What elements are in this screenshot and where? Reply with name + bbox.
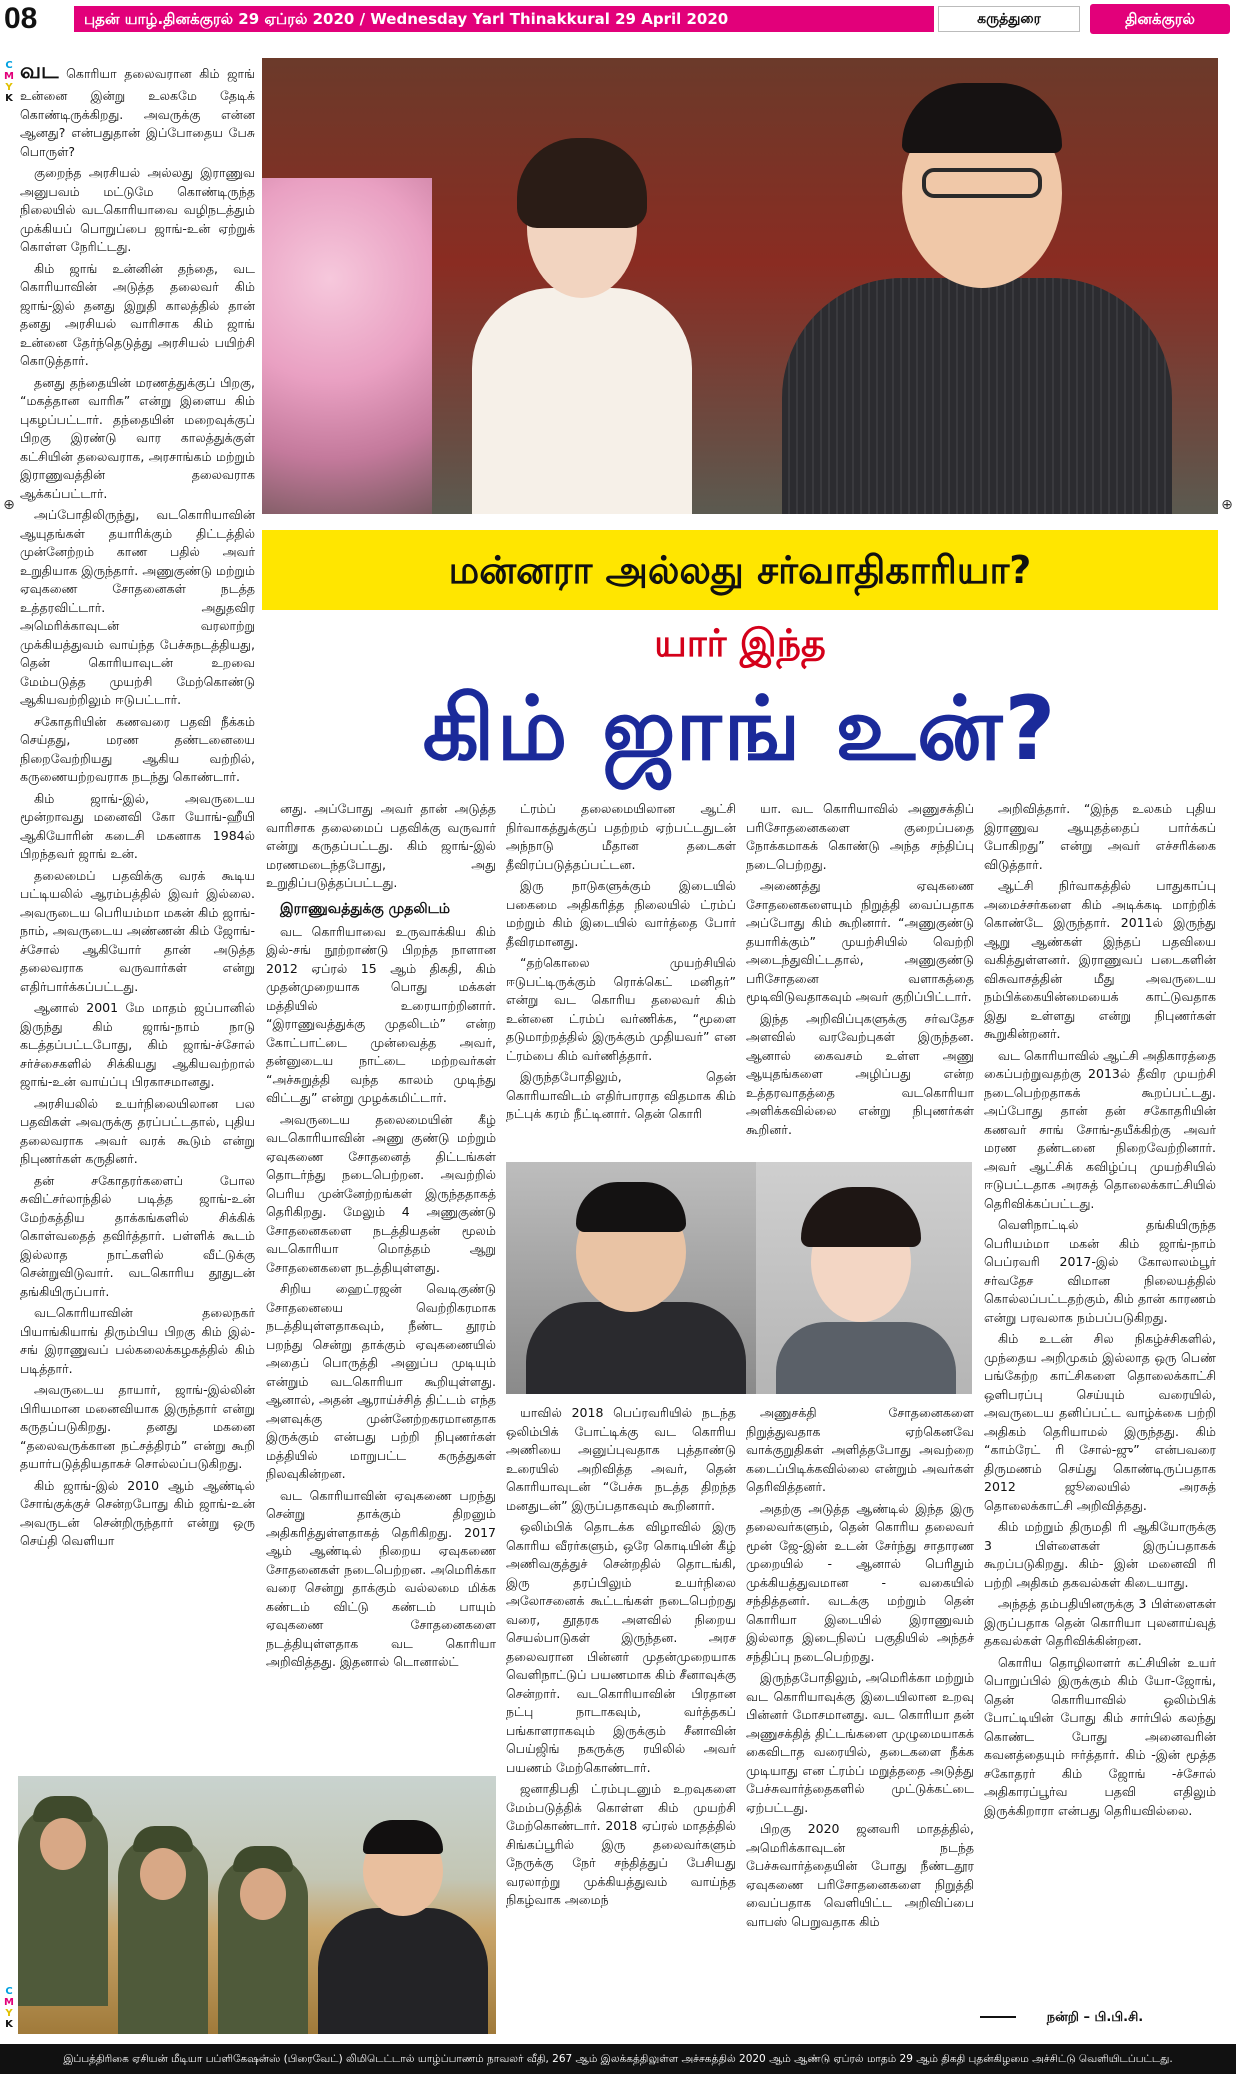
paragraph: கிம் ஜாங் உன்னின் தந்தை, வட கொரியாவின் அடுத்த தலைவர் கிம் ஜாங்-இல் தனது இறுதி காலத்தில் தான் தனது அரசியல் வாரிசாக கிம் ஜாங் உன்னை தேர்ந்தெடுத்து அரசியல் பயிற்சி கொடுத்தார். [20,260,255,368]
paragraph: கிம் ஜாங்-இல், அவருடைய மூன்றாவது மனைவி கோ யோங்-ஹீயி ஆகியோரின் கடைசி மகனாக 1984ல் பிறந்தவர் ஜாங் உன். [20,790,255,861]
paragraph: வெளிநாட்டில் தங்கியிருந்த பெரியம்மா மகன் கிம் ஜாங்-நாம் பெப்ரவரி 2017-இல் கோலாலம்பூர் சர்வதேச விமான நிலையத்தில் கொல்லப்பட்டதற்கும், கிம் தான் காரணம் என்று பரவலாக நம்பப்படுகிறது. [984,1217,1216,1325]
paragraph: தன் சகோதரர்களைப் போல சுவிட்சர்லாந்தில் படித்த ஜாங்-உன் மேற்கத்திய தாக்கங்களில் சிக்கிக் கொள்வதைத் தவிர்த்தார். பள்ளிக் கூடம் இல்லாத நாட்களில் வீட்டுக்கு சென்றுவிடுவார். வடகொரிய தூதுடன் தங்கியிருப்பார். [20,1172,255,1299]
article-column-4-bottom [746,1404,974,2004]
paragraph: கிம் ஜாங்-இல் 2010 ஆம் ஆண்டில் சோங்குக்குச் சென்றபோது கிம் ஜாங்-உன் அவருடன் சென்றிருந்தார் என்று ஒரு செய்தி வெளியா [20,1477,255,1548]
cmyk-c: C [5,1986,13,1997]
subheading: இராணுவத்துக்கு முதலிடம் [280,900,450,917]
cmyk-m: M [4,71,14,82]
woman-figure [756,1162,972,1394]
paragraph: இந்த அறிவிப்புகளுக்கு சர்வதேச அளவில் வரவேற்புகள் இருந்தன. ஆனால் கைவசம் உள்ள அணு ஆயுதங்களை அழிப்பது என்ற உத்தரவாதத்தை வடகொரியா அளிக்கவில்லை என்று நிபுணர்கள் கூறினர். [746,1010,974,1137]
officer-figure [118,1836,208,2034]
cmyk-y: Y [5,82,13,93]
headline-sub: யார் இந்த [654,621,826,665]
leader-figure [762,58,1192,514]
paragraph: தலைமைப் பதவிக்கு வரக் கூடிய பட்டியலில் ஆரம்பத்தில் இவர் இல்லை. அவருடைய பெரியம்மா மகன் கிம் ஜாங்-நாம், அவருடைய அண்ணன் கிம் ஜோங்-ச்சோல் ஆகியோர் தான் அடுத்த தலைவராக வருவார்கள் என்று எதிர்பார்க்கப்பட்டது. [20,867,255,994]
paragraph: வடகொரியாவின் தலைநகர் பியாங்கியாங் திரும்பிய பிறகு கிம் இல்-சங் இராணுவப் பல்கலைக்கழகத்தில் கிம் படித்தார். [20,1305,255,1376]
paragraph: இருந்தபோதிலும், அமெரிக்கா மற்றும் வட கொரியாவுக்கு இடையிலான உறவு பின்னர் மோசமானது. வட கொரியா தன் அணுசக்தித் திட்டங்களை முழுமையாகக் கைவிடாத வரையில், தடைகளை நீக்க முடியாது என ட்ரம்ப் மறுத்ததை அடுத்து பேச்சுவார்த்தைகளில் முட்டுக்கட்டை ஏற்பட்டது. [746,1670,974,1815]
cmyk-m: M [4,1997,14,2008]
blossom-tree [262,178,432,514]
paragraph: சகோதரியின் கணவரை பதவி நீக்கம் செய்தது, மரண தண்டனையை நிறைவேற்றியது ஆகிய வற்றில், கருணையற்றவராக நடந்து கொண்டார். [20,713,255,784]
paragraph: “தற்கொலை முயற்சியில் ஈடுபட்டிருக்கும் ரொக்கெட் மனிதர்” என்று வட கொரிய தலைவர் கிம் உன்னை ட்ரம்ப் வர்ணிக்க, “மூளை தடுமாற்றத்தில் இருக்கும் முதியவர்” என ட்ரம்பை கிம் வர்ணித்தார். [506,955,736,1063]
imprint-footer: இப்பத்திரிகை ஏசியன் மீடியா பப்ளிகேஷன்ஸ் (பிரைவேட்) லிமிடெட்டால் யாழ்ப்பாணம் நாவலர் வீதி, 267 ஆம் இலக்கத்திலுள்ள அச்சகத்தில் 2020 ஆம் ஆண்டு ஏப்ரல் மாதம் 29 ஆம் திகதி புதன்கிழமை அச்சிட்டு வெளியிடப்பட்டது. [0,2044,1236,2074]
officer-figure [18,1806,108,2006]
headline-main: கிம் ஜாங் உன்? [422,677,1058,780]
paragraph: கிம் மற்றும் திருமதி ரி ஆகியோருக்கு 3 பிள்ளைகள் இருப்பதாகக் கூறப்படுகிறது. கிம்- இன் மனைவி ரி பற்றி அதிகம் தகவல்கள் கிடையாது. [984,1519,1216,1590]
paragraph: அணைத்து ஏவுகணை சோதனைகளையும் நிறுத்தி வைப்பதாக அப்போது கிம் கூறினார். “அணுகுண்டு தயாரிக்கும்” முயற்சியில் வெற்றி அடைந்துவிட்டதால், அணுகுண்டு பரிசோதனை வளாகத்தை மூடிவிடுவதாகவும் அவர் குறிப்பிட்டார். [746,878,974,1004]
newspaper-logo: தினக்குரல் [1090,4,1230,34]
paragraph: ஆட்சி நிர்வாகத்தில் பாதுகாப்பு அமைச்சர்களை கிம் அடிக்கடி மாற்றிக் கொண்டே இருந்தார். 2011ல் இருந்து ஆறு ஆண்கள் இந்தப் பதவியை வகித்துள்ளனர். இராணுவப் படைகளின் விசுவாசத்தின் மீது அவருடைய நம்பிக்கையின்மையைக் காட்டுவதாக இது உள்ளது என்று நிபுணர்கள் கூறுகின்றனர். [984,878,1216,1041]
article-column-2 [266,800,496,1765]
paragraph: தனது தந்தையின் மரணத்துக்குப் பிறகு, “மகத்தான வாரிசு” என்று இளைய கிம் புகழப்பட்டார். தந்தையின் மறைவுக்குப் பிறகு இரண்டு வார காலத்துக்குள் கட்சியின் தலைவராக, அரசாங்கம் மற்றும் இராணுவத்தின் தலைவராக ஆக்கப்பட்டார். [20,374,255,501]
paragraph: அப்போதிலிருந்து, வடகொரியாவின் ஆயுதங்கள் தயாரிக்கும் திட்டத்தில் முன்னேற்றம் காண பதில் அவர் உறுதியாக இருந்தார். அணுகுண்டு மற்றும் ஏவுகணை சோதனைகள் நடத்த உத்தரவிட்டார். அதுதவிர அமெரிக்காவுடன் வரலாற்று முக்கியத்துவம் வாய்ந்த பேச்சுநடத்தியது, தென் கொரியாவுடன் உறவை மேம்படுத்த முயற்சி மேற்கொண்டு ஆகியவற்றிலும் ஈடுபட்டார். [20,507,255,707]
headline-band: மன்னரா அல்லது சர்வாதிகாரியா? [262,530,1218,610]
couple-photo [262,58,1218,514]
leader-figure [318,1826,488,2034]
cmyk-k: K [5,2019,13,2030]
paragraph: அவருடைய தாயார், ஜாங்-இல்லின் பிரியமான மனைவியாக இருந்தார் என்று கருதப்படுகிறது. தனது மகனை “தலைவருக்கான நட்சத்திரம்” என்று கூறி தயார்படுத்தியதாகச் சொல்லப்படுகிறது. [20,1382,255,1471]
paragraph: கிம் உடன் சில நிகழ்ச்சிகளில், முந்தைய அறிமுகம் இல்லாத ஒரு பெண் பங்கேற்ற காட்சிகளை தொலைக்காட்சி ஒளிபரப்பு செய்யும் வரையில், அவருடைய தனிப்பட்ட வாழ்க்கை பற்றி அதிகம் தெரியாமல் இருந்தது. கிம் “காம்ரேட் ரி சோல்-ஜு” என்பவரை திருமணம் செய்து கொண்டிருப்பதாக 2012 ஜூலையில் அரசுத் தொலைக்காட்சி அறிவித்தது. [984,1331,1216,1513]
article-column-3-bottom [506,1404,736,2004]
paragraph: அணுசக்தி சோதனைகளை நிறுத்துவதாக ஏற்கெனவே வாக்குறுதிகள் அளித்தபோது அவற்றை கடைப்பிடிக்கவில்லை என்றும் அவர்கள் தெரிவித்தனர். [746,1405,974,1494]
paragraph: பிறகு 2020 ஜனவரி மாதத்தில், அமெரிக்காவுடன் நடந்த பேச்சுவார்த்தையின் போது நீண்டதூர ஏவுகணை பரிசோதனைகளை நிறுத்தி வைப்பதாக வெளியிட்ட அறிவிப்பை வாபஸ் பெறுவதாக கிம் [746,1821,974,1929]
registration-mark-right: ⊕ [1221,497,1233,513]
article-column-1 [20,58,255,1758]
paragraph: ட்ரம்ப் தலைமையிலான ஆட்சி நிர்வாகத்துக்குப் பதற்றம் ஏற்பட்டதுடன் அந்நாடு மீதான தடைகள் தீவிரப்படுத்தப்பட்டன. [506,801,736,872]
paragraph: ஒலிம்பிக் தொடக்க விழாவில் இரு கொரிய வீரர்களும், ஒரே கொடியின் கீழ் அணிவகுத்துச் சென்றதில் தொடங்கி, இரு தரப்பிலும் உயர்நிலை அலோசனைக் கூட்டங்கள் நடைபெற்றது வரை, தூதரக அளவில் நிறைய செயல்பாடுகள் இருந்தன. அரச தலைவரான பின்னர் முதன்முறையாக வெளிநாட்டுப் பயணமாக கிம் சீனாவுக்கு சென்றார். வடகொரியாவின் பிரதான நட்பு நாடாகவும், வர்த்தகப் பங்காளராகவும் இருக்கும் சீனாவின் பெய்ஜிங் நகருக்கு ரயிலில் அவர் பயணம் மேற்கொண்டார். [506,1519,736,1775]
article-column-5 [984,800,1216,1995]
paragraph: அதற்கு அடுத்த ஆண்டில் இந்த இரு தலைவர்களும், தென் கொரிய தலைவர் மூன் ஜே-இன் உடன் சேர்ந்து சாதாரண முறையில் - ஆனால் பெரிதும் முக்கியத்துவமான - வகையில் சந்தித்தனர். வடக்கு மற்றும் தென் கொரியா இடையில் இராணுவம் இல்லாத இடைநிலப் பகுதியில் அந்தச் சந்திப்பு நடைபெற்றது. [746,1500,974,1664]
paragraph: யா. வட கொரியாவில் அணுசக்திப் பரிசோதனைகளை குறைப்பதை நோக்கமாகக் கொண்டு அந்த சந்திப்பு நடைபெற்றது. [746,801,974,872]
cmyk-y: Y [5,2008,13,2019]
cmyk-mark-bottom [2,1986,16,2030]
woman-figure [432,118,732,514]
cmyk-k: K [5,93,13,104]
page-number: 08 [4,2,38,35]
leader-figure [506,1162,756,1394]
paragraph: வட கொரியாவின் ஏவுகணை பறந்து சென்று தாக்கும் திறனும் அதிகரித்துள்ளதாகத் தெரிகிறது. 2017 ஆம் ஆண்டில் நிறைய ஏவுகணை சோதனைகள் நடைபெற்றன. அமெரிக்கா வரை சென்று தாக்கும் வல்லமை மிக்க கண்டம் விட்டு கண்டம் பாயும் ஏவுகணை சோதனைகளை நடத்தியுள்ளதாக வட கொரியா அறிவித்தது. இதனால் டொனால்ட் [266,1487,496,1669]
dateline-bar: புதன் யாழ்.தினக்குரல் 29 ஏப்ரல் 2020 / Wednesday Yarl Thinakkural 29 April 2020 [74,6,934,32]
registration-mark-left: ⊕ [3,497,15,513]
paragraph: வட கொரியாவில் ஆட்சி அதிகாரத்தை கைப்பற்றுவதற்கு 2013ல் தீவிர முயற்சி நடைபெற்றதாகக் கூறப்பட்டது. அப்போது தான் தன் சகோதரியின் கணவர் சாங் சோங்-தயீக்கிற்கு அவர் மரண தண்டனை நிறைவேற்றினார். அவர் ஆட்சிக் கவிழ்ப்பு முயற்சியில் ஈடுபட்டதாக அரசுத் தொலைக்காட்சியில் தெரிவிக்கப்பட்டது. [984,1047,1216,1211]
officer-figure [218,1856,308,2034]
leader-and-sister-photo [506,1162,972,1394]
paragraph: ஜனாதிபதி ட்ரம்புடனும் உறவுகளை மேம்படுத்திக் கொள்ள கிம் முயற்சி மேற்கொண்டார். 2018 ஏப்ரல் மாதத்தில் சிங்கப்பூரில் இரு தலைவர்களும் நேருக்கு நேர் சந்தித்துப் பேசியது வரலாற்று முக்கியத்துவம் வாய்ந்த நிகழ்வாக அமைந் [506,1781,736,1907]
article-column-4-top [746,800,974,1150]
credit: நன்றி – பி.பி.சி. [1046,2010,1144,2025]
paragraph: கொரிய தொழிலாளர் கட்சியின் உயர் பொறுப்பில் இருக்கும் கிம் யோ-ஜோங், தென் கொரியாவில் ஒலிம்பிக் போட்டியின் போது கிம் சார்பில் கலந்து கொண்ட போது அனைவரின் கவனத்தையும் ஈர்த்தார். கிம் -இன் மூத்த சகோதரர் கிம் ஜோங் -ச்சோல் அதிகாரப்பூர்வ பதவி எதிலும் இருக்கிறாரா என்பது தெரியவில்லை. [984,1654,1216,1818]
paragraph [20,58,255,161]
field-inspection-photo [18,1776,496,2034]
masthead [0,0,1236,38]
drop-word: வட [20,58,59,83]
paragraph: இருந்தபோதிலும், தென் கொரியாவிடம் எதிர்பாராத விதமாக கிம் நட்புக் கரம் நீட்டினார். தென் கொரி [506,1069,736,1121]
paragraph: குறைந்த அரசியல் அல்லது இராணுவ அனுபவம் மட்டுமே கொண்டிருந்த நிலையில் வடகொரியாவை வழிநடத்தும் முக்கியப் பொறுப்பை ஜாங்-உன் ஏற்றுக் கொள்ள நேரிட்டது. [20,165,255,254]
paragraph-text: கொரியா தலைவரான கிம் ஜாங் உன்னை இன்று உலகமே தேடிக் கொண்டிருக்கிறது. அவருக்கு என்ன ஆனது? என்பதுதான் இப்போதைய பேசு பொருள்? [20,66,255,159]
paragraph: யாவில் 2018 பெப்ரவரியில் நடந்த ஒலிம்பிக் போட்டிக்கு வட கொரிய அணியை அனுப்புவதாக புத்தாண்டு உரையில் அறிவித்த அவர், தென் கொரியாவுடன் “பேச்சு நடத்த திறந்த மனதுடன்” இருப்பதாகவும் கூறினார். [506,1405,736,1513]
paragraph: அவருடைய தலைமையின் கீழ் வடகொரியாவின் அணு குண்டு மற்றும் ஏவுகணை சோதனைத் திட்டங்கள் தொடர்ந்து நடைபெற்றன. அவற்றில் பெரிய முன்னேற்றங்கள் இருந்ததாகத் தெரிகிறது. மேலும் 4 அணுகுண்டு சோதனைகளை நடத்தியதன் மூலம் வடகொரியா மொத்தம் ஆறு சோதனைகளை நடத்தியுள்ளது. [266,1111,496,1275]
paragraph: அறிவித்தார். “இந்த உலகம் புதிய இராணுவ ஆயுதத்தைப் பார்க்கப் போகிறது” என்று அவர் எச்சரிக்கை விடுத்தார். [984,801,1216,872]
paragraph: ஆனால் 2001 மே மாதம் ஜப்பானில் இருந்து கிம் ஜாங்-நாம் நாடு கடத்தப்பட்டபோது, கிம் ஜாங்-ச்சோல் சர்ச்சைகளில் சிக்கியது ஆகியவற்றால் ஜாங்-உன் வாய்ப்பு பிரகாசமானது. [20,1000,255,1089]
paragraph: இரு நாடுகளுக்கும் இடையில் பகைமை அதிகரித்த நிலையில் ட்ரம்ப் மற்றும் கிம் இடையில் வார்த்தை போர் தீவிரமானது. [506,878,736,949]
paragraph: சிறிய ஹைட்ரஜன் வெடிகுண்டு சோதனையை வெற்றிகரமாக நடத்தியுள்ளதாகவும், நீண்ட தூரம் பறந்து சென்று தாக்கும் ஏவுகணையில் அதைப் பொருத்தி அனுப்ப முடியும் என்றும் வடகொரியா கூறியுள்ளது. ஆனால், அதன் ஆராய்ச்சித் திட்டம் எந்த அளவுக்கு முன்னேற்றகரமானதாக இருக்கும் என்பது பற்றி நிபுணர்கள் மத்தியில் மாறுபட்ட கருத்துகள் நிலவுகின்றன. [266,1281,496,1481]
paragraph: னது. அப்போது அவர் தான் அடுத்த வாரிசாக தலைமைப் பதவிக்கு வருவார் என்று கருதப்பட்டது. கிம் ஜாங்-இல் மரணமடைந்தபோது, அது உறுதிப்படுத்தப்பட்டது. [266,801,496,890]
paragraph: அரசியலில் உயர்நிலையிலான பல பதவிகள் அவருக்கு தரப்பட்டதால், புதிய தலைவராக அவர் வரக் கூடும் என்று நிபுணர்கள் கருதினர். [20,1095,255,1166]
credit-rule [980,2016,1016,2018]
article-column-3-top [506,800,736,1150]
cmyk-mark-top [2,60,16,104]
cmyk-c: C [5,60,13,71]
paragraph: அந்தத் தம்பதியினருக்கு 3 பிள்ளைகள் இருப்பதாக தென் கொரியா புலனாய்வுத் தகவல்கள் தெரிவிக்கின்றன. [984,1596,1216,1648]
section-label: கருத்துரை [938,6,1080,32]
paragraph: வட கொரியாவை உருவாக்கிய கிம் இல்-சங் நூற்றாண்டு பிறந்த நாளான 2012 ஏப்ரல் 15 ஆம் திகதி, கிம் முதன்முறையாக பொது மக்கள் மத்தியில் உரையாற்றினார். “இராணுவத்துக்கு முதலிடம்” என்ற கோட்பாட்டை முன்வைத்த அவர், தன்னுடைய நாட்டை மற்றவர்கள் “அச்சுறுத்தி வந்த காலம் முடிந்து விட்டது” என்று முழக்கமிட்டார். [266,923,496,1105]
